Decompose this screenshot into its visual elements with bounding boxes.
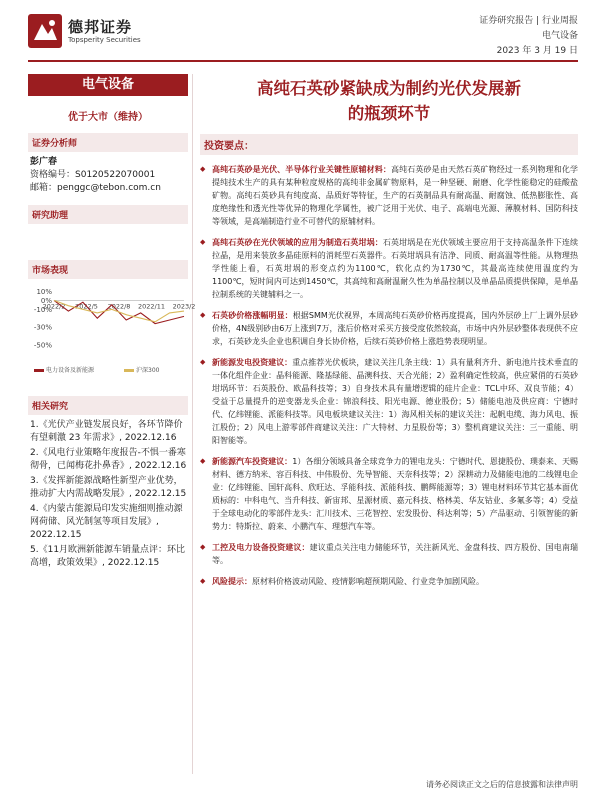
logo-text-en: Topsperity Securities: [68, 36, 141, 44]
related-item[interactable]: 4.《内蒙古能源局印发实施细则推动源网荷储、风光制氢等项目发展》, 2022.12.15: [30, 504, 183, 540]
x-tick-label: 2022/11: [137, 302, 166, 311]
report-title: [200, 74, 578, 132]
x-tick-label: 2022/5: [75, 302, 98, 311]
main-content: [200, 74, 578, 588]
y-tick-label: 10%: [36, 287, 52, 296]
point-body: 1）各细分领域具备全球竞争力的锂电龙头：宁德时代、恩捷股份、璞泰来、天赐材料、德方纳米、容百科技、中伟股份、先导智能、天奈科技等；2）深耕动力及储能电池的二线锂电企业：亿纬锂能、国轩高科、欣旺达、孚能科技、派能科技、鹏辉能源等；3）锂电材料环节其它基本面优质标的：中科电气、当升科技、新宙邦、星源材质、嘉元科技、格林美、华友钴业、多氟多等；4）受益于全球电动化的零部件龙头：汇川技术、三花智控、宏发股份、科达利等；5）产品驱动、引领智能的新势力：特斯拉、蔚来、小鹏汽车、理想汽车等。: [212, 457, 578, 531]
point-ev: [200, 455, 578, 533]
header-sector: 电气设备: [541, 31, 578, 41]
point-quartz-definition: [200, 163, 578, 228]
point-body: 根据SMM光伏视界，本周高纯石英砂价格再度提高，国内外层砂上厂上调外层砂价格，4N级别砂由6万上涨到7万，涨后价格对采买方接受度依然较高，市场中内外层砂整体表现供不应求，石英砂龙头企业也积调自身长协价格，后续石英砂价格上涨趋势表现明显。: [212, 311, 579, 346]
company-logo: [28, 14, 148, 54]
title-line: 高纯石英砂紧缺成为制约光伏发展新: [257, 79, 521, 98]
point-industrial-control: [200, 541, 578, 567]
sidebar: [28, 74, 196, 572]
report-type: 证券研究报告 | 行业周报: [479, 16, 578, 26]
report-date: 2023 年 3 月 19 日: [496, 46, 578, 56]
point-body: 建议重点关注电力储能环节，关注新风光、金盘科技、四方股份、国电南瑞等。: [212, 543, 579, 565]
point-lead: 风险提示：: [212, 577, 252, 586]
column-divider: [192, 74, 193, 774]
analyst-email[interactable]: penggc@tebon.com.cn: [57, 183, 161, 193]
header-divider: [28, 60, 578, 62]
y-tick-label: -50%: [33, 341, 52, 350]
point-lead: 高纯石英砂是光伏、半导体行业关键性原辅材料：: [212, 165, 391, 174]
analyst-info: [28, 156, 188, 195]
related-item[interactable]: 5.《11月欧洲新能源车销量点评：环比高增，政策效果》, 2022.12.15: [30, 545, 186, 568]
point-lead: 新能源汽车投资建议：: [212, 457, 293, 466]
y-tick-label: 0%: [40, 296, 52, 305]
x-tick-label: 2022/2: [42, 302, 66, 311]
y-tick-label: -10%: [33, 305, 52, 314]
x-tick-label: 2023/2: [172, 302, 196, 311]
market-chart: [28, 283, 196, 363]
related-section-title: 相关研究: [28, 396, 188, 415]
chart-legend: [28, 365, 188, 374]
disclaimer-footer: 请务必阅读正文之后的信息披露和法律声明: [426, 780, 578, 789]
market-section-title: 市场表现: [28, 260, 188, 279]
point-body: 原材料价格波动风险、疫情影响超预期风险、行业竞争加剧风险。: [252, 577, 484, 586]
legend-item: [124, 365, 159, 374]
point-risk: [200, 575, 578, 588]
point-crucible: [200, 236, 578, 301]
related-list: [28, 419, 188, 570]
legend-label: 沪深300: [136, 367, 160, 374]
tebon-logo-icon: [28, 14, 62, 48]
investment-highlights-title: 投资要点：: [200, 134, 578, 155]
related-item[interactable]: 2.《风电行业策略年度报告-不惧一番寒彻骨，已闻梅花扑鼻香》, 2022.12.16: [30, 448, 187, 471]
point-lead: 高纯石英砂在光伏领域的应用为制造石英坩埚：: [212, 238, 383, 247]
analyst-section-title: 证券分析师: [28, 133, 188, 152]
analyst-name: 彭广春: [30, 157, 58, 167]
related-item[interactable]: 1.《光伏产业链发展良好，各环节降价有望刺激 23 年需求》, 2022.12.16: [30, 420, 183, 443]
cert-number: S0120522070001: [75, 170, 156, 180]
market-chart-svg: [28, 283, 196, 363]
logo-text-cn: 德邦证券: [68, 18, 133, 36]
rating: 优于大市（维持）: [68, 112, 148, 123]
title-line: 的瓶颈环节: [347, 104, 431, 123]
point-body: 石英坩埚是在光伏领域主要应用于支持高温条件下连续拉晶，是用来装放多晶硅原料的消耗型石英器件。石英坩埚具有洁净、同质、耐高温等性能。从物理热学性能上看，石英坩埚的形变点约为1100℃，软化点约为1730℃，其最高连续使用温度约为1100℃，短时间内可达到1450℃，其高纯和高耐温耐久性为单晶拉制以及单晶品质提供保障，是单晶拉制系统的关键辅料之一。: [212, 238, 579, 299]
point-price: [200, 309, 578, 348]
point-body: 重点推荐光伏板块，建议关注几条主线：1）具有量利齐升、新电池片技术垂直的一体化组件企业：晶科能源、隆基绿能、晶澳科技、天合光能；2）盈利确定性较高，供应紧俏的石英砂坩埚环节：石英股份、欧晶科技等；3）自身技术具有量增逻辑的硅片企业：TCL中环、双良节能；4）受益于总量提升的逆变器龙头企业：锦浪科技、阳光电源、德业股份；5）储能电池及供应商：宁德时代、亿纬锂能、派能科技等。风电板块建议关注：1）海风相关标的建议关注：起帆电缆、海力风电、振江股份；2）风电上游零部件商建议关注：广大特材、力星股份等；3）整机商建议关注：三一重能、明阳智能等。: [212, 358, 578, 445]
point-body: 高纯石英砂是由天然石英矿物经过一系列物理和化学提纯技术生产的具有某种粒度规格的高纯非金属矿物原料，是一种坚硬、耐磨、化学性能稳定的硅酸盐矿物。高纯石英砂具有纯度高、品质好等特征，生产的石英制品具有耐高温、耐腐蚀、低热膨胀性、高度绝缘性和透光性等优异的物理化学属性，被广泛用于光伏、电子、高端电光源、薄膜材料、国防科技等领域，是高端制造行业不可替代的原辅材料。: [212, 165, 578, 226]
email-label: 邮箱：: [30, 183, 58, 193]
sector-badge: 电气设备: [28, 74, 188, 96]
point-lead: 工控及电力设备投资建议：: [212, 543, 310, 552]
x-tick-label: 2022/8: [107, 302, 131, 311]
point-new-energy: [200, 356, 578, 447]
legend-item: [34, 365, 94, 374]
legend-label: 电力设备及新能源: [46, 367, 95, 374]
header-meta: [479, 14, 578, 59]
related-item[interactable]: 3.《发挥新能源战略性新型产业优势，推动扩大内需战略发展》, 2022.12.15: [30, 476, 187, 499]
point-lead: 石英砂价格涨幅明显：: [212, 311, 293, 320]
y-tick-label: -30%: [33, 323, 52, 332]
cert-label: 资格编号：: [30, 170, 76, 180]
assistant-section-title: 研究助理: [28, 205, 188, 224]
point-lead: 新能源发电投资建议：: [212, 358, 293, 367]
